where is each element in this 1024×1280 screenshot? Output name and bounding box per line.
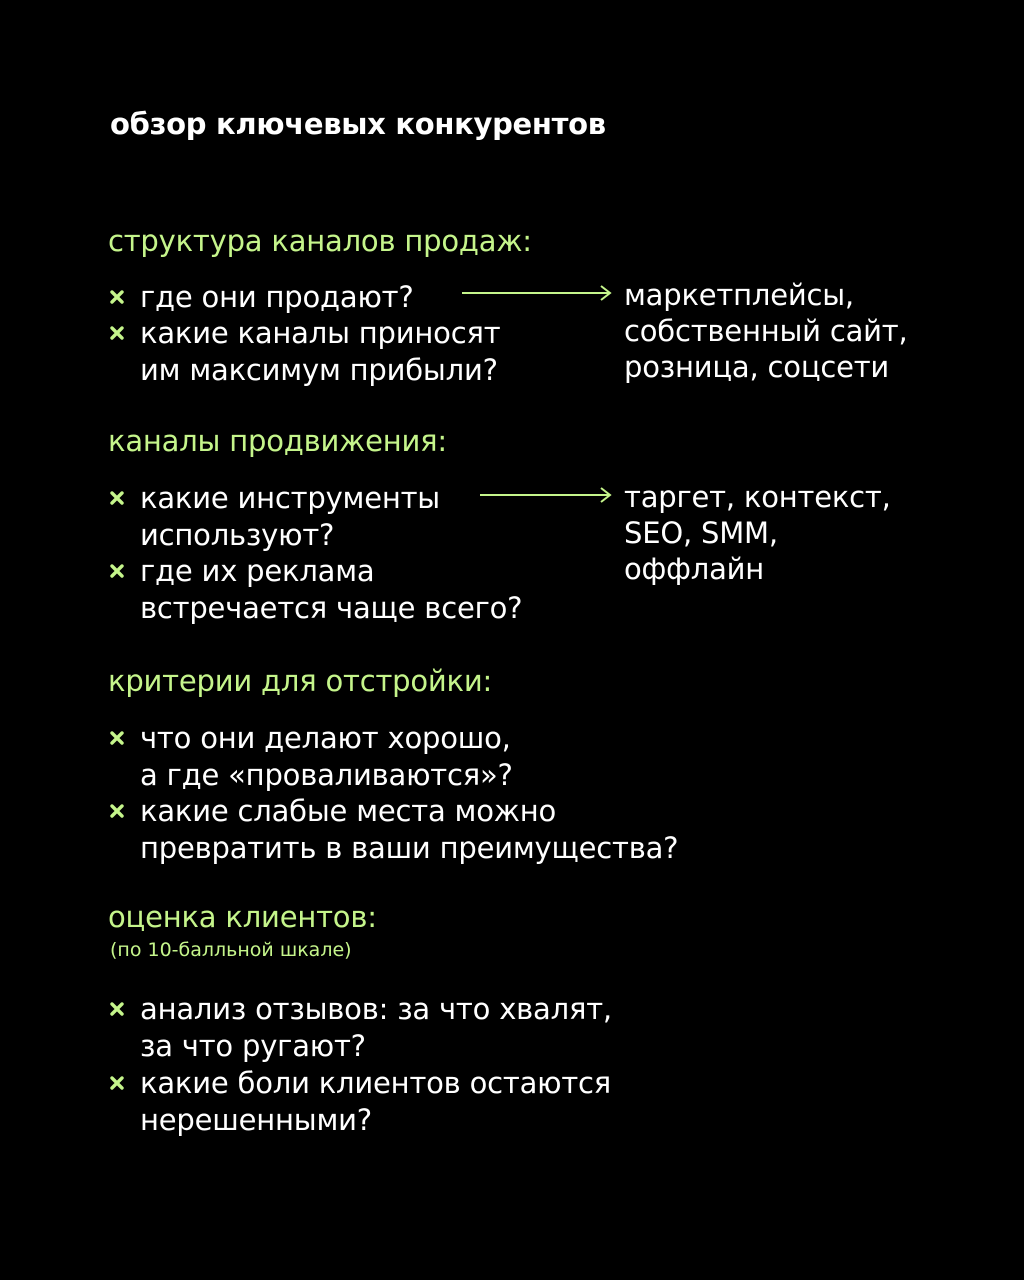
answer-line: собственный сайт, [624, 314, 908, 348]
list-item [110, 315, 500, 389]
answer-line: розница, соцсети [624, 350, 890, 384]
list-item-line: какие инструменты [140, 481, 440, 515]
list-item [110, 553, 522, 627]
cross-icon [110, 315, 126, 352]
list-item-line: какие каналы приносят [140, 316, 501, 350]
page-title: обзор ключевых конкурентов [110, 107, 606, 141]
list-item-line: превратить в ваши преимущества? [140, 831, 679, 865]
list-item-line: за что ругают? [140, 1029, 366, 1063]
cross-icon [110, 793, 126, 830]
rating-scale-note: (по 10-балльной шкале) [110, 939, 352, 961]
section-heading-differentiation: критерии для отстройки: [108, 664, 493, 698]
answer-line: оффлайн [624, 552, 765, 586]
cross-icon [110, 553, 126, 590]
list-item [110, 480, 440, 554]
list-item-line: где их реклама [140, 554, 375, 588]
section-heading-sales-channels: структура каналов продаж: [108, 224, 532, 258]
list-item-line: какие боли клиентов остаются [140, 1066, 612, 1100]
list-item-line: где они продают? [140, 280, 414, 314]
arrow-right-icon [462, 284, 614, 302]
list-item [110, 1065, 611, 1139]
cross-icon [110, 720, 126, 757]
list-item-line: что они делают хорошо, [140, 721, 511, 755]
answer-line: SEO, SMM, [624, 516, 778, 550]
list-item-line: встречается чаще всего? [140, 591, 523, 625]
answer-text [624, 277, 908, 385]
list-item-line: какие слабые места можно [140, 794, 556, 828]
list-item-line: используют? [140, 518, 335, 552]
cross-icon [110, 1065, 126, 1102]
list-item [110, 793, 678, 867]
list-item-line: им максимум прибыли? [140, 353, 498, 387]
answer-line: таргет, контекст, [624, 480, 891, 514]
answer-text [624, 479, 891, 587]
arrow-right-icon [480, 486, 614, 504]
list-item-line: а где «проваливаются»? [140, 758, 513, 792]
list-item [110, 279, 414, 316]
answer-line: маркетплейсы, [624, 278, 854, 312]
cross-icon [110, 480, 126, 517]
cross-icon [110, 991, 126, 1028]
cross-icon [110, 279, 126, 316]
section-heading-customer-rating: оценка клиентов: [108, 900, 377, 934]
section-heading-promotion-channels: каналы продвижения: [108, 424, 447, 458]
list-item [110, 991, 612, 1065]
list-item-line: анализ отзывов: за что хвалят, [140, 992, 612, 1026]
list-item-line: нерешенными? [140, 1103, 372, 1137]
list-item [110, 720, 513, 794]
